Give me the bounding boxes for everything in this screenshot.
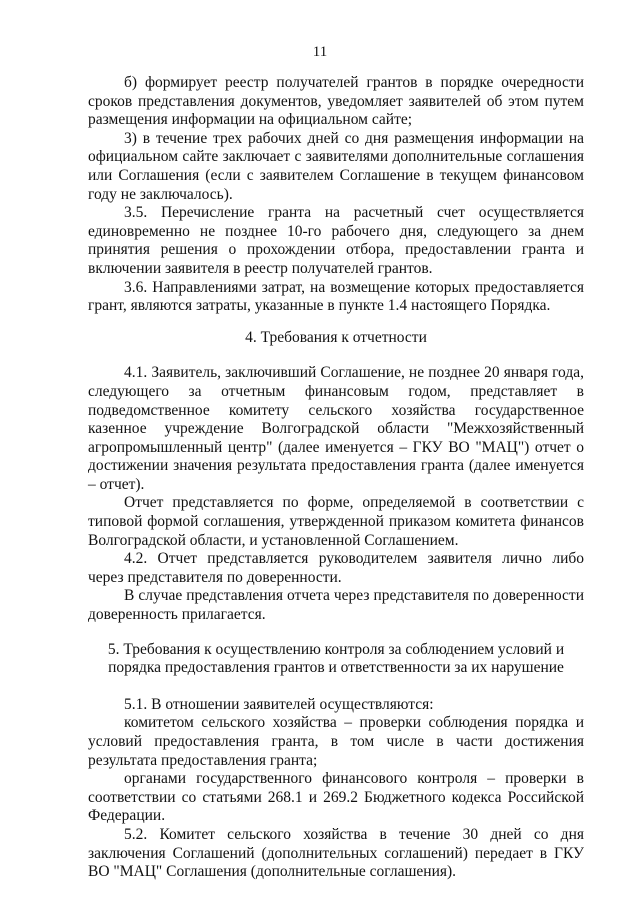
page-number: 11 (312, 44, 328, 60)
paragraph: 4.2. Отчет представляется руководителем заявителя лично либо через представителя по доверенности. (88, 550, 584, 586)
paragraph: 4.1. Заявитель, заключивший Соглашение, не позднее 20 января года, следующего за отчетным финансовым годом, представляет в подведомственное комитету сельского хозяйства государственное казенное учреждение Волгоградской области "Межхозяйственный агропромышленный центр" (далее именуется – ГКУ ВО "МАЦ") отчет о достижении значения результата предоставления гранта (далее именуется – отчет). (88, 364, 584, 493)
section-heading: 5. Требования к осуществлению контроля за соблюдением условий и порядка предоставления грантов и ответственности за их нарушение (107, 640, 565, 677)
paragraph: 3.6. Направлениями затрат, на возмещение которых предоставляется грант, являются затраты, указанные в пункте 1.4 настоящего Порядка. (88, 278, 584, 315)
document-body (88, 74, 584, 882)
section-heading: 4. Требования к отчетности (245, 328, 427, 346)
paragraph: органами государственного финансового контроля – проверки в соответствии со статьями 268.1 и 269.2 Бюджетного кодекса Российской Федерации. (88, 770, 584, 825)
paragraph: В случае представления отчета через представителя по доверенности доверенность прилагается. (88, 587, 584, 624)
paragraph: 3.5. Перечисление гранта на расчетный счет осуществляется единовременно не позднее 10-го рабочего дня, следующего за днем принятия решения о прохождении отбора, предоставлении гранта и включении заявителя в реестр получателей грантов. (88, 204, 584, 277)
paragraph: Отчет представляется по форме, определяемой в соответствии с типовой формой соглашения, утвержденной приказом комитета финансов Волгоградской области, и установленной Соглашением. (88, 494, 584, 549)
paragraph: 3) в течение трех рабочих дней со дня размещения информации на официальном сайте заключает с заявителями дополнительные соглашения или Соглашения (если с заявителем Соглашение в текущем финансовом году не заключалось). (88, 129, 584, 203)
paragraph: комитетом сельского хозяйства – проверки соблюдения порядка и условий предоставления гранта, в том числе в части достижения результата предоставления гранта; (88, 714, 584, 769)
paragraph: б) формирует реестр получателей грантов в порядке очередности сроков представления документов, уведомляет заявителей об этом путем размещения информации на официальном сайте; (88, 74, 584, 129)
paragraph: 5.2. Комитет сельского хозяйства в течение 30 дней со дня заключения Соглашений (дополнительных соглашений) передает в ГКУ ВО "МАЦ" Соглашения (дополнительные соглашения). (88, 825, 584, 881)
paragraph: 5.1. В отношении заявителей осуществляются: (124, 695, 434, 713)
